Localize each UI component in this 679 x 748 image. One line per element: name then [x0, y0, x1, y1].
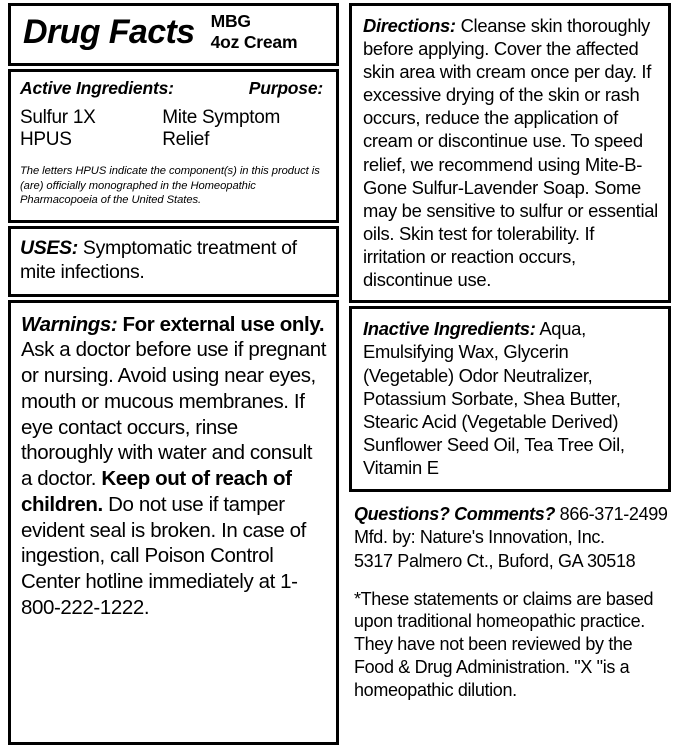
fda-disclaimer: *These statements or claims are based upon traditional homeopathic practice. They have not been reviewed by the Food & Drug Administration. "X "is a homeopathic dilution. — [354, 588, 654, 700]
active-ingredient-name: Sulfur 1X HPUS — [20, 106, 96, 150]
directions-body: Cleanse skin thoroughly before applying. Cover the affected skin area with cream once per day. If excessive drying of the skin or rash occurs, reduce the application of cream or discontinue use. To speed relief, we recommend using Mite-B-Gone Sulfur-Lavender Soap. Some may be sensitive to sulfur or essential oils. Skin test for tolerability. If irritation or reaction occurs, discontinue use. — [363, 15, 658, 291]
active-ingredients-headings — [20, 78, 327, 99]
warnings-bold-lead: For external use only. — [117, 312, 325, 336]
directions-panel — [349, 3, 671, 303]
directions-text — [363, 14, 658, 291]
warnings-panel — [8, 300, 339, 745]
product-brand: MBG — [210, 11, 251, 31]
inactive-ingredients-text — [363, 317, 658, 479]
manufacturer-line: Mfd. by: Nature's Innovation, Inc. — [354, 527, 605, 548]
address-line: 5317 Palmero Ct., Buford, GA 30518 — [354, 550, 636, 571]
questions-comments-line — [354, 503, 669, 526]
purpose-heading: Purpose: — [248, 77, 323, 98]
page-title: Drug Facts — [23, 12, 195, 51]
inactive-ingredients-label: Inactive Ingredients: — [363, 318, 536, 340]
keep-out-of-reach-text: Keep out of reach of children. — [21, 467, 292, 516]
active-ingredient-purpose: Mite Symptom Relief — [162, 106, 281, 150]
warnings-label: Warnings: — [21, 312, 118, 336]
contact-block — [349, 503, 671, 572]
uses-panel — [8, 226, 339, 296]
contact-phone: 866-371-2499 — [555, 504, 668, 525]
uses-body: Symptomatic treatment of mite infections. — [20, 237, 297, 283]
product-size: 4oz Cream — [210, 32, 298, 53]
hpus-note: The letters HPUS indicate the component(s) in this product is (are) officially monographed in the Homeopathic Pharmacopoeia of the United States. — [20, 164, 320, 207]
uses-text — [20, 237, 327, 283]
active-ingredients-heading: Active Ingredients: — [20, 77, 174, 98]
warnings-body-2: Do not use if tamper evident seal is broken. In case of ingestion, call Poison Control Center hotline immediately at 1-800-222-1222. — [21, 492, 306, 619]
directions-label: Directions: — [363, 15, 456, 36]
warnings-text — [21, 312, 327, 621]
header-panel — [8, 3, 339, 66]
product-descriptor — [211, 11, 298, 54]
inactive-ingredients-body: Aqua, Emulsifying Wax, Glycerin (Vegetable) Odor Neutralizer, Potassium Sorbate, Shea Butter, Stearic Acid (Vegetable Derived) Sunflower Seed Oil, Tea Tree Oil, Vitamin E — [363, 318, 625, 479]
active-ingredients-panel — [8, 69, 339, 224]
uses-label: USES: — [20, 237, 78, 260]
inactive-ingredients-panel — [349, 306, 671, 492]
active-ingredients-values — [20, 107, 327, 151]
questions-comments-label: Questions? Comments? — [354, 504, 556, 525]
right-column-spacer — [349, 702, 671, 745]
warnings-body: Ask a doctor before use if pregnant or nursing. Avoid using near eyes, mouth or mucous membranes. If eye contact occurs, rinse thoroughly with water and consult a doctor. — [21, 338, 327, 491]
right-column — [345, 0, 679, 748]
